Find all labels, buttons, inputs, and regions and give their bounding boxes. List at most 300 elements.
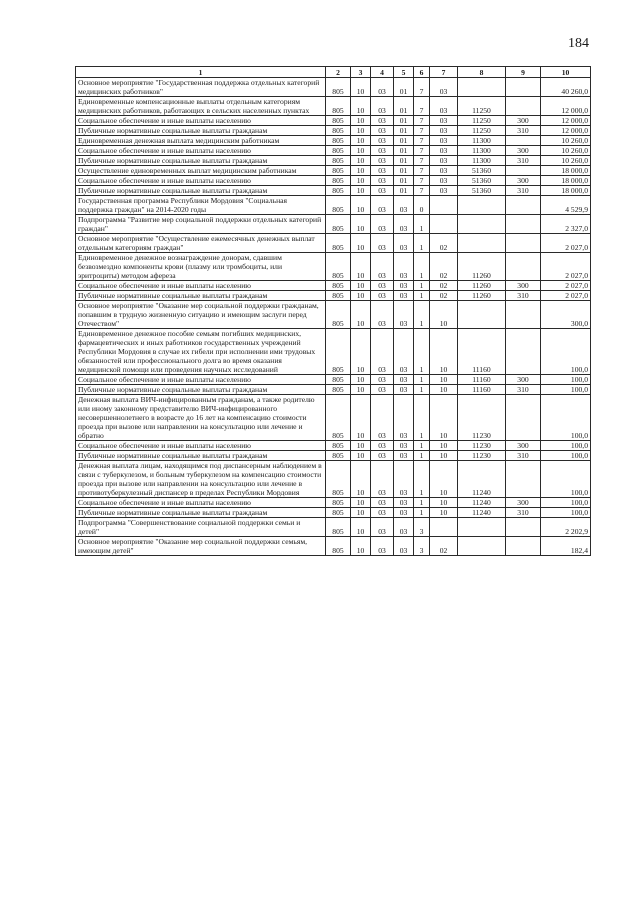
row-name: Основное мероприятие "Осуществление ежемесячных денежных выплат отдельным категориям граждан" [76,234,326,253]
cell-code-2: 805 [326,186,351,196]
cell-amount: 10 260,0 [541,136,591,146]
cell-code-2: 805 [326,301,351,329]
cell-code-2: 805 [326,196,351,215]
cell-code-6: 1 [414,291,430,301]
cell-code-9: 300 [506,146,541,156]
cell-code-7: 02 [430,234,458,253]
cell-code-2: 805 [326,166,351,176]
cell-amount: 4 529,9 [541,196,591,215]
cell-code-2: 805 [326,518,351,537]
budget-table [75,66,591,556]
cell-code-4: 03 [371,78,394,97]
cell-code-6: 7 [414,176,430,186]
cell-code-4: 03 [371,215,394,234]
header-row [76,67,591,78]
cell-code-5: 03 [394,385,414,395]
cell-code-3: 10 [351,518,371,537]
cell-code-9 [506,253,541,281]
row-name: Основное мероприятие "Оказание мер социальной поддержки семьям, имеющим детей" [76,537,326,556]
header-cell: 5 [394,67,414,78]
cell-amount: 100,0 [541,498,591,508]
cell-code-2: 805 [326,215,351,234]
cell-code-6: 1 [414,441,430,451]
cell-code-9 [506,196,541,215]
cell-code-7: 10 [430,385,458,395]
cell-code-4: 03 [371,461,394,498]
cell-code-6: 3 [414,537,430,556]
cell-code-7: 10 [430,375,458,385]
row-name: Социальное обеспечение и иные выплаты населению [76,375,326,385]
cell-amount: 18 000,0 [541,186,591,196]
cell-code-3: 10 [351,196,371,215]
table-row [76,126,591,136]
cell-code-6: 7 [414,116,430,126]
row-name: Социальное обеспечение и иные выплаты населению [76,146,326,156]
cell-code-6: 3 [414,518,430,537]
row-name: Социальное обеспечение и иные выплаты населению [76,176,326,186]
cell-code-2: 805 [326,116,351,126]
cell-code-4: 03 [371,291,394,301]
table-row [76,166,591,176]
cell-code-7: 03 [430,136,458,146]
cell-code-3: 10 [351,126,371,136]
cell-amount: 2 327,0 [541,215,591,234]
cell-code-9: 310 [506,186,541,196]
cell-code-4: 03 [371,253,394,281]
cell-code-2: 805 [326,291,351,301]
cell-code-5: 03 [394,281,414,291]
cell-code-6: 7 [414,166,430,176]
cell-code-5: 01 [394,146,414,156]
cell-code-3: 10 [351,537,371,556]
cell-code-7: 10 [430,395,458,441]
cell-code-4: 03 [371,537,394,556]
row-name: Социальное обеспечение и иные выплаты населению [76,281,326,291]
table-row [76,234,591,253]
cell-code-9: 310 [506,291,541,301]
row-name: Публичные нормативные социальные выплаты гражданам [76,451,326,461]
cell-code-6: 1 [414,329,430,375]
page-number: 184 [568,36,589,51]
cell-code-9 [506,461,541,498]
cell-amount: 2 027,0 [541,253,591,281]
cell-code-5: 03 [394,461,414,498]
cell-code-3: 10 [351,281,371,291]
cell-code-7: 10 [430,301,458,329]
cell-code-5: 03 [394,253,414,281]
table-row [76,395,591,441]
table-row [76,518,591,537]
cell-code-8: 11160 [458,329,506,375]
row-name: Осуществление единовременных выплат медицинским работникам [76,166,326,176]
table-row [76,301,591,329]
cell-code-8 [458,518,506,537]
cell-code-4: 03 [371,395,394,441]
table-row [76,136,591,146]
cell-code-2: 805 [326,441,351,451]
cell-code-9 [506,136,541,146]
cell-code-8: 51360 [458,176,506,186]
cell-code-5: 01 [394,126,414,136]
header-cell: 8 [458,67,506,78]
cell-code-9: 310 [506,156,541,166]
cell-code-5: 03 [394,537,414,556]
table-row [76,186,591,196]
cell-code-9: 310 [506,451,541,461]
cell-code-3: 10 [351,329,371,375]
cell-code-2: 805 [326,461,351,498]
cell-amount: 40 260,0 [541,78,591,97]
cell-code-5: 03 [394,291,414,301]
cell-code-9: 300 [506,375,541,385]
cell-code-5: 03 [394,518,414,537]
cell-code-4: 03 [371,196,394,215]
header-cell: 9 [506,67,541,78]
cell-code-6: 1 [414,281,430,291]
cell-code-8: 11300 [458,146,506,156]
row-name: Подпрограмма "Развитие мер социальной поддержки отдельных категорий граждан" [76,215,326,234]
header-cell: 7 [430,67,458,78]
cell-code-8 [458,78,506,97]
cell-code-6: 7 [414,186,430,196]
table-row [76,461,591,498]
cell-code-2: 805 [326,253,351,281]
cell-code-8 [458,537,506,556]
cell-code-9: 310 [506,385,541,395]
cell-code-2: 805 [326,78,351,97]
table-row [76,375,591,385]
cell-code-9: 310 [506,126,541,136]
cell-code-6: 1 [414,395,430,441]
row-name: Публичные нормативные социальные выплаты гражданам [76,156,326,166]
cell-amount: 12 000,0 [541,126,591,136]
cell-code-7: 03 [430,176,458,186]
cell-code-8: 11230 [458,395,506,441]
cell-code-3: 10 [351,441,371,451]
cell-code-3: 10 [351,451,371,461]
cell-code-2: 805 [326,498,351,508]
cell-code-2: 805 [326,281,351,291]
cell-code-9: 300 [506,281,541,291]
cell-code-7 [430,215,458,234]
cell-amount: 2 027,0 [541,234,591,253]
table-row [76,78,591,97]
cell-code-6: 1 [414,498,430,508]
row-name: Публичные нормативные социальные выплаты гражданам [76,291,326,301]
cell-code-4: 03 [371,146,394,156]
cell-code-3: 10 [351,97,371,116]
cell-code-4: 03 [371,166,394,176]
cell-code-4: 03 [371,176,394,186]
cell-code-6: 1 [414,215,430,234]
cell-code-6: 1 [414,451,430,461]
cell-code-7: 10 [430,498,458,508]
cell-amount: 2 202,9 [541,518,591,537]
header-cell: 1 [76,67,326,78]
cell-code-7 [430,518,458,537]
row-name: Публичные нормативные социальные выплаты гражданам [76,508,326,518]
cell-code-7: 02 [430,291,458,301]
cell-code-9 [506,166,541,176]
header-cell: 2 [326,67,351,78]
row-name: Единовременная денежная выплата медицинским работникам [76,136,326,146]
cell-code-4: 03 [371,301,394,329]
cell-code-2: 805 [326,508,351,518]
cell-code-9: 300 [506,441,541,451]
cell-code-4: 03 [371,329,394,375]
cell-code-4: 03 [371,508,394,518]
header-cell: 6 [414,67,430,78]
cell-code-6: 1 [414,385,430,395]
cell-code-7: 10 [430,329,458,375]
table-row [76,97,591,116]
cell-code-2: 805 [326,136,351,146]
cell-amount: 300,0 [541,301,591,329]
cell-code-8 [458,215,506,234]
cell-code-8: 11250 [458,116,506,126]
cell-code-8: 11260 [458,291,506,301]
cell-amount: 182,4 [541,537,591,556]
cell-code-7: 03 [430,156,458,166]
cell-code-3: 10 [351,78,371,97]
cell-code-2: 805 [326,146,351,156]
cell-code-5: 01 [394,78,414,97]
cell-code-7: 03 [430,116,458,126]
cell-code-8: 11240 [458,461,506,498]
cell-code-4: 03 [371,126,394,136]
cell-code-7: 03 [430,146,458,156]
row-name: Денежная выплата ВИЧ-инфицированным гражданам, а также родителю или иному законному представителю ВИЧ-инфицированного несовершеннолетнего в возрасте до 16 лет на компенсацию стоимости проезда при вызове или направлении на консультацию или лечение и обратно [76,395,326,441]
cell-code-9: 300 [506,176,541,186]
cell-code-5: 03 [394,215,414,234]
cell-amount: 100,0 [541,451,591,461]
cell-code-4: 03 [371,97,394,116]
cell-code-2: 805 [326,97,351,116]
cell-code-6: 1 [414,234,430,253]
row-name: Публичные нормативные социальные выплаты гражданам [76,186,326,196]
cell-amount: 100,0 [541,329,591,375]
header-cell: 10 [541,67,591,78]
cell-code-6: 7 [414,97,430,116]
cell-code-6: 1 [414,375,430,385]
cell-code-4: 03 [371,186,394,196]
cell-code-4: 03 [371,441,394,451]
cell-code-4: 03 [371,498,394,508]
row-name: Единовременные компенсационные выплаты отдельным категориям медицинских работников, работающих в сельских населенных пунктах [76,97,326,116]
cell-code-5: 03 [394,196,414,215]
cell-code-4: 03 [371,375,394,385]
table-row [76,156,591,166]
row-name: Социальное обеспечение и иные выплаты населению [76,116,326,126]
cell-code-3: 10 [351,146,371,156]
cell-code-7: 02 [430,281,458,291]
cell-code-8: 51360 [458,186,506,196]
cell-code-7 [430,196,458,215]
cell-code-4: 03 [371,136,394,146]
cell-code-5: 03 [394,395,414,441]
cell-code-4: 03 [371,451,394,461]
cell-code-6: 7 [414,156,430,166]
cell-code-7: 03 [430,186,458,196]
table-row [76,146,591,156]
cell-code-3: 10 [351,291,371,301]
cell-code-3: 10 [351,186,371,196]
cell-code-2: 805 [326,385,351,395]
cell-code-9 [506,395,541,441]
cell-amount: 12 000,0 [541,97,591,116]
cell-code-3: 10 [351,395,371,441]
row-name: Социальное обеспечение и иные выплаты населению [76,441,326,451]
cell-code-4: 03 [371,385,394,395]
row-name: Публичные нормативные социальные выплаты гражданам [76,385,326,395]
cell-code-9 [506,537,541,556]
cell-code-3: 10 [351,215,371,234]
cell-code-6: 1 [414,301,430,329]
cell-code-6: 7 [414,136,430,146]
table-row [76,329,591,375]
cell-code-5: 03 [394,508,414,518]
cell-code-5: 03 [394,301,414,329]
row-name: Денежная выплата лицам, находящимся под диспансерным наблюдением в связи с туберкулезом, и больным туберкулезом на компенсацию стоимости проезда при вызове или направлении на консультацию или лечение в противотуберкулезный диспансер в пределах Республики Мордовия [76,461,326,498]
cell-code-5: 03 [394,441,414,451]
cell-code-6: 7 [414,78,430,97]
cell-code-2: 805 [326,176,351,186]
cell-code-3: 10 [351,156,371,166]
table-row [76,451,591,461]
cell-code-8: 11260 [458,281,506,291]
table-row [76,291,591,301]
cell-code-6: 7 [414,146,430,156]
cell-amount: 2 027,0 [541,291,591,301]
cell-code-5: 01 [394,116,414,126]
cell-code-8: 11160 [458,375,506,385]
cell-code-7: 10 [430,508,458,518]
cell-code-4: 03 [371,234,394,253]
table-row [76,441,591,451]
cell-code-8: 11300 [458,156,506,166]
cell-code-7: 02 [430,537,458,556]
cell-code-3: 10 [351,461,371,498]
cell-code-5: 03 [394,498,414,508]
cell-code-3: 10 [351,116,371,126]
cell-code-3: 10 [351,136,371,146]
cell-code-4: 03 [371,518,394,537]
cell-code-6: 1 [414,253,430,281]
cell-code-4: 03 [371,116,394,126]
cell-amount: 100,0 [541,441,591,451]
table-row [76,281,591,291]
cell-code-8: 11230 [458,451,506,461]
cell-code-5: 03 [394,375,414,385]
cell-amount: 100,0 [541,375,591,385]
cell-code-2: 805 [326,156,351,166]
cell-code-9 [506,329,541,375]
cell-code-3: 10 [351,375,371,385]
cell-amount: 12 000,0 [541,116,591,126]
cell-code-5: 01 [394,97,414,116]
row-name: Публичные нормативные социальные выплаты гражданам [76,126,326,136]
cell-code-7: 03 [430,78,458,97]
cell-code-4: 03 [371,156,394,166]
cell-code-7: 03 [430,126,458,136]
cell-code-9 [506,234,541,253]
table-row [76,116,591,126]
cell-code-3: 10 [351,166,371,176]
cell-code-9 [506,301,541,329]
cell-code-4: 03 [371,281,394,291]
cell-code-3: 10 [351,508,371,518]
cell-code-2: 805 [326,451,351,461]
table-row [76,385,591,395]
cell-code-3: 10 [351,176,371,186]
cell-code-7: 02 [430,253,458,281]
cell-code-2: 805 [326,537,351,556]
cell-code-8 [458,196,506,215]
cell-code-2: 805 [326,234,351,253]
cell-amount: 18 000,0 [541,176,591,186]
cell-code-5: 03 [394,451,414,461]
table-row [76,176,591,186]
cell-code-8: 11230 [458,441,506,451]
cell-amount: 100,0 [541,395,591,441]
cell-code-8: 51360 [458,166,506,176]
cell-code-5: 01 [394,186,414,196]
cell-code-6: 1 [414,461,430,498]
cell-amount: 10 260,0 [541,146,591,156]
cell-code-9 [506,215,541,234]
cell-code-9 [506,78,541,97]
table-row [76,196,591,215]
cell-code-3: 10 [351,385,371,395]
cell-code-8: 11260 [458,253,506,281]
cell-code-9: 300 [506,116,541,126]
row-name: Государственная программа Республики Мордовия "Социальная поддержка граждан" на 2014-2020 годы [76,196,326,215]
cell-amount: 10 260,0 [541,156,591,166]
cell-code-8: 11250 [458,97,506,116]
cell-code-7: 10 [430,441,458,451]
cell-code-9: 300 [506,498,541,508]
row-name: Социальное обеспечение и иные выплаты населению [76,498,326,508]
cell-code-5: 03 [394,329,414,375]
cell-code-5: 01 [394,166,414,176]
cell-amount: 18 000,0 [541,166,591,176]
cell-code-3: 10 [351,253,371,281]
cell-code-5: 01 [394,176,414,186]
cell-amount: 100,0 [541,461,591,498]
cell-code-9: 310 [506,508,541,518]
row-name: Основное мероприятие "Оказание мер социальной поддержки гражданам, попавшим в трудную жизненную ситуацию и имеющим заслуги перед Отечеством" [76,301,326,329]
cell-amount: 100,0 [541,508,591,518]
table-row [76,537,591,556]
table-row [76,498,591,508]
header-cell: 4 [371,67,394,78]
table-row [76,253,591,281]
header-cell: 3 [351,67,371,78]
cell-code-8: 11300 [458,136,506,146]
cell-code-5: 01 [394,156,414,166]
cell-code-8 [458,234,506,253]
cell-code-2: 805 [326,126,351,136]
cell-code-6: 0 [414,196,430,215]
row-name: Основное мероприятие "Государственная поддержка отдельных категорий медицинских работников" [76,78,326,97]
cell-code-8: 11240 [458,498,506,508]
cell-code-8: 11250 [458,126,506,136]
table-row [76,508,591,518]
cell-code-3: 10 [351,498,371,508]
cell-code-7: 10 [430,451,458,461]
cell-code-2: 805 [326,375,351,385]
row-name: Единовременное денежное пособие семьям погибших медицинских, фармацевтических и иных работников государственных учреждений Республики Мордовия в случае их гибели при исполнении ими трудовых обязанностей или профессионального долга во время оказания медицинской помощи или проведения научных исследований [76,329,326,375]
